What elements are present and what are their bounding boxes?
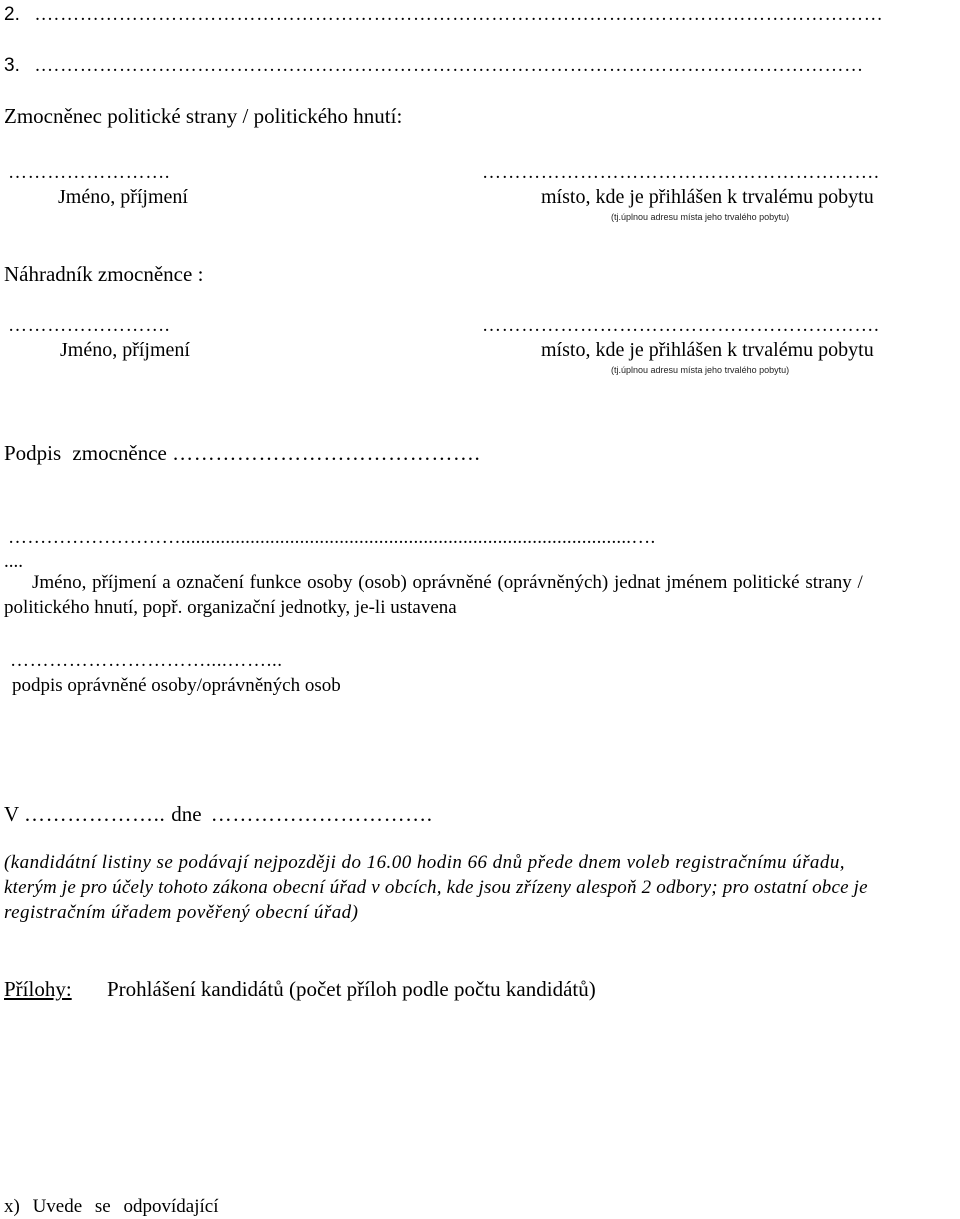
list-number: 3.: [4, 55, 20, 76]
date-dots: ………………………….: [210, 802, 433, 826]
signature-label: Podpis zmocněnce: [4, 441, 167, 465]
attachments-label: [4, 977, 72, 1002]
place-label: V: [4, 802, 19, 826]
fill-dots: .…………………………………………………………………………………………………………………: [35, 4, 884, 25]
deadline-note-line1: (kandidátní listiny se podávají nejpozději do 16.00 hodin 66 dnů přede dnem voleb registračnímu úřadu,: [4, 852, 845, 873]
place-date: [4, 802, 433, 827]
list-item-2: [4, 4, 883, 26]
substitute-name-label: Jméno, příjmení: [60, 339, 190, 361]
representative-address-note: (tj.úplnou adresu místa jeho trvalého pobytu): [611, 212, 790, 222]
authorized-signature-dots: …………………………....……...: [10, 650, 283, 671]
fill-dots: .………………………………………………………………………………………………………………: [35, 55, 864, 76]
substitute-address-note: (tj.úplnou adresu místa jeho trvalého pobytu): [611, 365, 790, 375]
substitute-name-dots: …………………….: [8, 315, 171, 336]
authorized-signature-label: podpis oprávněné osoby/oprávněných osob: [12, 675, 341, 696]
substitute-heading: Náhradník zmocněnce :: [4, 262, 204, 286]
authorized-dots-end: ....: [4, 551, 23, 572]
deadline-note-line3: registračním úřadem pověřený obecní úřad): [4, 902, 359, 923]
footnote-marker: x): [4, 1196, 20, 1217]
representative-signature: [4, 441, 480, 466]
footnote: [4, 1196, 218, 1218]
authorized-label-line1: Jméno, příjmení a označení funkce osoby (osob) oprávněné (oprávněných) jednat jménem politické strany /: [32, 572, 863, 593]
attachments-text: Prohlášení kandidátů (počet příloh podle počtu kandidátů): [107, 977, 596, 1001]
substitute-address-dots: …………………………………………………….: [482, 315, 880, 336]
authorized-dots: ………………………...........................................................................................….: [8, 527, 656, 548]
substitute-address-label: místo, kde je přihlášen k trvalému pobytu: [541, 339, 874, 361]
list-item-3: [4, 55, 864, 77]
representative-heading: Zmocněnec politické strany / politického hnutí:: [4, 104, 403, 128]
footnote-text: Uvede se odpovídající: [32, 1196, 219, 1217]
representative-address-dots: …………………………………………………….: [482, 162, 880, 183]
deadline-note-line2: kterým je pro účely tohoto zákona obecní úřad v obcích, kde jsou zřízeny alespoň 2 odbory; pro ostatní obce je: [4, 877, 868, 898]
authorized-label-line2: politického hnutí, popř. organizační jednotky, je-li ustavena: [4, 597, 457, 618]
place-dots: ………………..: [24, 802, 172, 826]
date-label: dne: [171, 802, 202, 826]
signature-dots: …………………………………….: [172, 441, 481, 465]
list-number: 2.: [4, 4, 20, 25]
attachments-heading: Přílohy:: [4, 977, 72, 1001]
representative-name-dots: …………………….: [8, 162, 171, 183]
representative-address-label: místo, kde je přihlášen k trvalému pobytu: [541, 186, 874, 208]
representative-name-label: Jméno, příjmení: [58, 186, 188, 208]
